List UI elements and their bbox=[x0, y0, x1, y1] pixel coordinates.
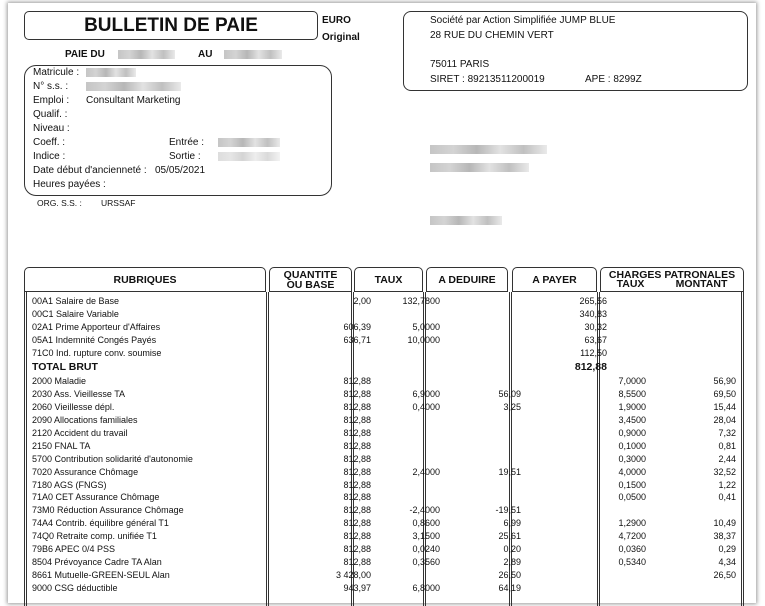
table-row bbox=[24, 517, 744, 530]
header-charges bbox=[600, 267, 744, 292]
header-deduire bbox=[426, 267, 508, 292]
anciennete-label: Date début d'ancienneté : bbox=[33, 165, 147, 176]
row-label: 79B6 APEC 0/4 PSS bbox=[32, 544, 116, 555]
row-quantite: 812,88 bbox=[343, 389, 371, 400]
row-charges-montant: 7,32 bbox=[718, 428, 736, 439]
row-charges-montant: 15,44 bbox=[713, 402, 736, 413]
row-deduire: 64,19 bbox=[498, 582, 521, 593]
row-quantite: 812,88 bbox=[343, 466, 371, 477]
row-deduire: 0,20 bbox=[503, 544, 521, 555]
row-charges-taux: 0,9000 bbox=[618, 428, 646, 439]
row-charges-montant: 10,49 bbox=[713, 518, 736, 529]
table-row bbox=[24, 466, 744, 479]
row-quantite: 812,88 bbox=[343, 556, 371, 567]
row-deduire: 26,50 bbox=[498, 569, 521, 580]
row-label: 2150 FNAL TA bbox=[32, 440, 91, 451]
row-label: 8661 Mutuelle-GREEN-SEUL Alan bbox=[32, 569, 170, 580]
row-payer: 30,32 bbox=[584, 321, 607, 332]
row-charges-taux: 0,0500 bbox=[618, 492, 646, 503]
row-charges-taux: 4,0000 bbox=[618, 466, 646, 477]
row-charges-montant: 56,90 bbox=[713, 376, 736, 387]
header-charges-montant: MONTANT bbox=[675, 277, 728, 290]
pay-to-label: AU bbox=[198, 49, 213, 60]
table-row bbox=[24, 530, 744, 543]
table-row bbox=[24, 375, 744, 388]
row-label: 2030 Ass. Vieillesse TA bbox=[32, 389, 126, 400]
row-payer: 812,88 bbox=[574, 361, 607, 374]
header-taux-label: TAUX bbox=[374, 273, 403, 286]
row-charges-montant: 28,04 bbox=[713, 415, 736, 426]
header-payer-label: A PAYER bbox=[532, 273, 577, 286]
header-charges-taux: TAUX bbox=[616, 277, 645, 290]
row-quantite: 812,88 bbox=[343, 492, 371, 503]
row-payer: 112,50 bbox=[580, 347, 607, 358]
row-label: 5700 Contribution solidarité d'autonomie bbox=[32, 453, 193, 464]
row-charges-montant: 69,50 bbox=[713, 389, 736, 400]
row-quantite: 812,88 bbox=[343, 453, 371, 464]
table-row bbox=[24, 569, 744, 582]
indice-label: Indice : bbox=[33, 151, 66, 162]
row-charges-taux: 8,5500 bbox=[618, 389, 646, 400]
row-label: 7180 AGS (FNGS) bbox=[32, 479, 107, 490]
row-label: 71C0 Ind. rupture conv. soumise bbox=[32, 347, 162, 358]
row-charges-taux: 0,1000 bbox=[618, 440, 646, 451]
nss-label: N° s.s. : bbox=[33, 81, 69, 92]
row-charges-montant: 4,34 bbox=[718, 556, 736, 567]
row-charges-taux: 0,0360 bbox=[618, 544, 646, 555]
row-taux: 0,8600 bbox=[412, 518, 440, 529]
redacted-sortie bbox=[218, 152, 280, 161]
header-rubriques-label: RUBRIQUES bbox=[113, 273, 177, 286]
row-charges-montant: 0,81 bbox=[718, 440, 736, 451]
table-row bbox=[24, 414, 744, 427]
row-charges-montant: 32,52 bbox=[713, 466, 736, 477]
header-quantite-label: QUANTITE bbox=[283, 268, 338, 281]
table-row bbox=[24, 556, 744, 569]
org-ss-label: ORG. S.S. : bbox=[37, 198, 82, 208]
row-charges-montant: 0,29 bbox=[718, 544, 736, 555]
redacted-pay-to bbox=[224, 50, 282, 59]
row-taux: 132,7800 bbox=[402, 296, 440, 306]
row-quantite: 812,88 bbox=[343, 505, 371, 516]
row-charges-montant: 1,22 bbox=[718, 479, 736, 490]
row-quantite: 812,88 bbox=[343, 518, 371, 529]
row-label: 74A4 Contrib. équilibre général T1 bbox=[32, 518, 169, 529]
table-row bbox=[24, 295, 744, 308]
anciennete-value: 05/05/2021 bbox=[155, 165, 206, 176]
row-label: 2090 Allocations familiales bbox=[32, 415, 138, 426]
table-row bbox=[24, 308, 744, 321]
row-payer: 265,56 bbox=[579, 296, 607, 306]
row-quantite: 636,71 bbox=[343, 334, 371, 345]
header-charges-label: CHARGES PATRONALES bbox=[608, 268, 736, 281]
document-title: BULLETIN DE PAIE bbox=[84, 14, 258, 36]
row-label: 2060 Vieillesse dépl. bbox=[32, 402, 115, 413]
org-ss-value: URSSAF bbox=[101, 198, 136, 208]
header-taux bbox=[354, 267, 423, 292]
row-label: 71A0 CET Assurance Chômage bbox=[32, 492, 160, 503]
row-quantite: 812,88 bbox=[343, 428, 371, 439]
row-quantite: 606,39 bbox=[343, 321, 371, 332]
table-row bbox=[24, 543, 744, 556]
qualif-label: Qualif. : bbox=[33, 109, 68, 120]
row-charges-taux: 1,9000 bbox=[618, 402, 646, 413]
row-deduire: 6,99 bbox=[503, 518, 521, 529]
redacted-pay-from bbox=[118, 50, 175, 59]
table-row bbox=[24, 453, 744, 466]
table-row bbox=[24, 359, 744, 375]
pay-from-label: PAIE DU bbox=[65, 49, 105, 60]
row-charges-taux: 1,2900 bbox=[618, 518, 646, 529]
row-taux: 10,0000 bbox=[407, 334, 440, 345]
row-charges-taux: 3,4500 bbox=[618, 415, 646, 426]
row-taux: 6,9000 bbox=[412, 389, 440, 400]
row-quantite: 812,88 bbox=[343, 544, 371, 555]
row-charges-taux: 4,7200 bbox=[618, 531, 646, 542]
row-quantite: 3 428,00 bbox=[335, 569, 371, 580]
row-quantite: 812,88 bbox=[343, 531, 371, 542]
matricule-label: Matricule : bbox=[33, 67, 80, 78]
company-city: 75011 PARIS bbox=[430, 59, 490, 70]
company-siret: SIRET : 89213511200019 bbox=[430, 74, 545, 85]
payslip-lines bbox=[24, 295, 744, 595]
emploi-label: Emploi : bbox=[33, 95, 70, 106]
row-charges-taux: 7,0000 bbox=[618, 376, 646, 387]
row-deduire: 25,61 bbox=[498, 531, 521, 542]
row-label: 2000 Maladie bbox=[32, 376, 87, 387]
row-quantite: 812,88 bbox=[343, 402, 371, 413]
row-taux: -2,4000 bbox=[409, 505, 440, 516]
row-taux: 6,8000 bbox=[412, 582, 440, 593]
row-label: 73M0 Réduction Assurance Chômage bbox=[32, 505, 184, 516]
row-taux: 0,4000 bbox=[412, 402, 440, 413]
row-taux: 2,4000 bbox=[412, 466, 440, 477]
title-box bbox=[24, 11, 318, 40]
table-row bbox=[24, 491, 744, 504]
redacted-employee-name bbox=[430, 145, 547, 154]
row-charges-taux: 0,1500 bbox=[618, 479, 646, 490]
row-quantite: 812,88 bbox=[343, 376, 371, 387]
row-label: 00C1 Salaire Variable bbox=[32, 308, 119, 319]
table-row bbox=[24, 504, 744, 517]
table-row bbox=[24, 582, 744, 595]
row-deduire: -19,51 bbox=[495, 505, 521, 516]
redacted-entree bbox=[218, 138, 280, 147]
header-quantite bbox=[269, 267, 352, 292]
row-label: 2120 Accident du travail bbox=[32, 428, 128, 439]
emploi-value: Consultant Marketing bbox=[86, 95, 181, 106]
table-row bbox=[24, 347, 744, 360]
row-charges-montant: 2,44 bbox=[718, 453, 736, 464]
heures-label: Heures payées : bbox=[33, 179, 106, 190]
currency-label: EURO bbox=[322, 15, 351, 26]
table-row bbox=[24, 440, 744, 453]
coeff-label: Coeff. : bbox=[33, 137, 66, 148]
table-row bbox=[24, 388, 744, 401]
row-charges-montant: 38,37 bbox=[713, 531, 736, 542]
redacted-matricule bbox=[86, 68, 136, 77]
company-ape: APE : 8299Z bbox=[585, 74, 642, 85]
row-deduire: 3,25 bbox=[503, 402, 521, 413]
table-row bbox=[24, 479, 744, 492]
company-name: Société par Action Simplifiée JUMP BLUE bbox=[430, 15, 616, 26]
row-quantite: 943,97 bbox=[343, 582, 371, 593]
table-row bbox=[24, 427, 744, 440]
row-taux: 0,0240 bbox=[412, 544, 440, 555]
row-charges-montant: 0,41 bbox=[718, 492, 736, 503]
header-rubriques bbox=[24, 267, 266, 292]
row-charges-taux: 0,3000 bbox=[618, 453, 646, 464]
company-address: 28 RUE DU CHEMIN VERT bbox=[430, 30, 554, 41]
redacted-employee-city bbox=[430, 216, 502, 225]
table-row bbox=[24, 334, 744, 347]
row-label: 9000 CSG déductible bbox=[32, 582, 118, 593]
row-deduire: 19,51 bbox=[498, 466, 521, 477]
table-row bbox=[24, 401, 744, 414]
row-quantite: 812,88 bbox=[343, 479, 371, 490]
row-deduire: 56,09 bbox=[498, 389, 521, 400]
row-label: 7020 Assurance Chômage bbox=[32, 466, 139, 477]
header-deduire-label: A DEDUIRE bbox=[438, 273, 496, 286]
row-charges-montant: 26,50 bbox=[713, 569, 736, 580]
row-taux: 0,3560 bbox=[412, 556, 440, 567]
header-payer bbox=[512, 267, 597, 292]
redacted-nss bbox=[86, 82, 181, 91]
row-label: 8504 Prévoyance Cadre TA Alan bbox=[32, 556, 162, 567]
copy-label: Original bbox=[322, 32, 360, 43]
entree-label: Entrée : bbox=[169, 137, 205, 148]
row-label: TOTAL BRUT bbox=[32, 361, 98, 374]
row-label: 00A1 Salaire de Base bbox=[32, 296, 120, 306]
row-charges-taux: 0,5340 bbox=[618, 556, 646, 567]
row-quantite: 812,88 bbox=[343, 415, 371, 426]
row-deduire: 2,89 bbox=[503, 556, 521, 567]
row-label: 74Q0 Retraite comp. unifiée T1 bbox=[32, 531, 157, 542]
row-taux: 3,1500 bbox=[412, 531, 440, 542]
row-taux: 5,0000 bbox=[412, 321, 440, 332]
redacted-employee-address bbox=[430, 163, 529, 172]
row-payer: 340,83 bbox=[579, 308, 607, 319]
table-row bbox=[24, 321, 744, 334]
row-quantite: 812,88 bbox=[343, 440, 371, 451]
row-quantite: 2,00 bbox=[353, 296, 371, 306]
row-payer: 63,67 bbox=[584, 334, 607, 345]
niveau-label: Niveau : bbox=[33, 123, 70, 134]
row-label: 02A1 Prime Apporteur d'Affaires bbox=[32, 321, 161, 332]
row-label: 05A1 Indemnité Congés Payés bbox=[32, 334, 157, 345]
header-base-label: OU BASE bbox=[286, 278, 335, 291]
sortie-label: Sortie : bbox=[169, 151, 201, 162]
